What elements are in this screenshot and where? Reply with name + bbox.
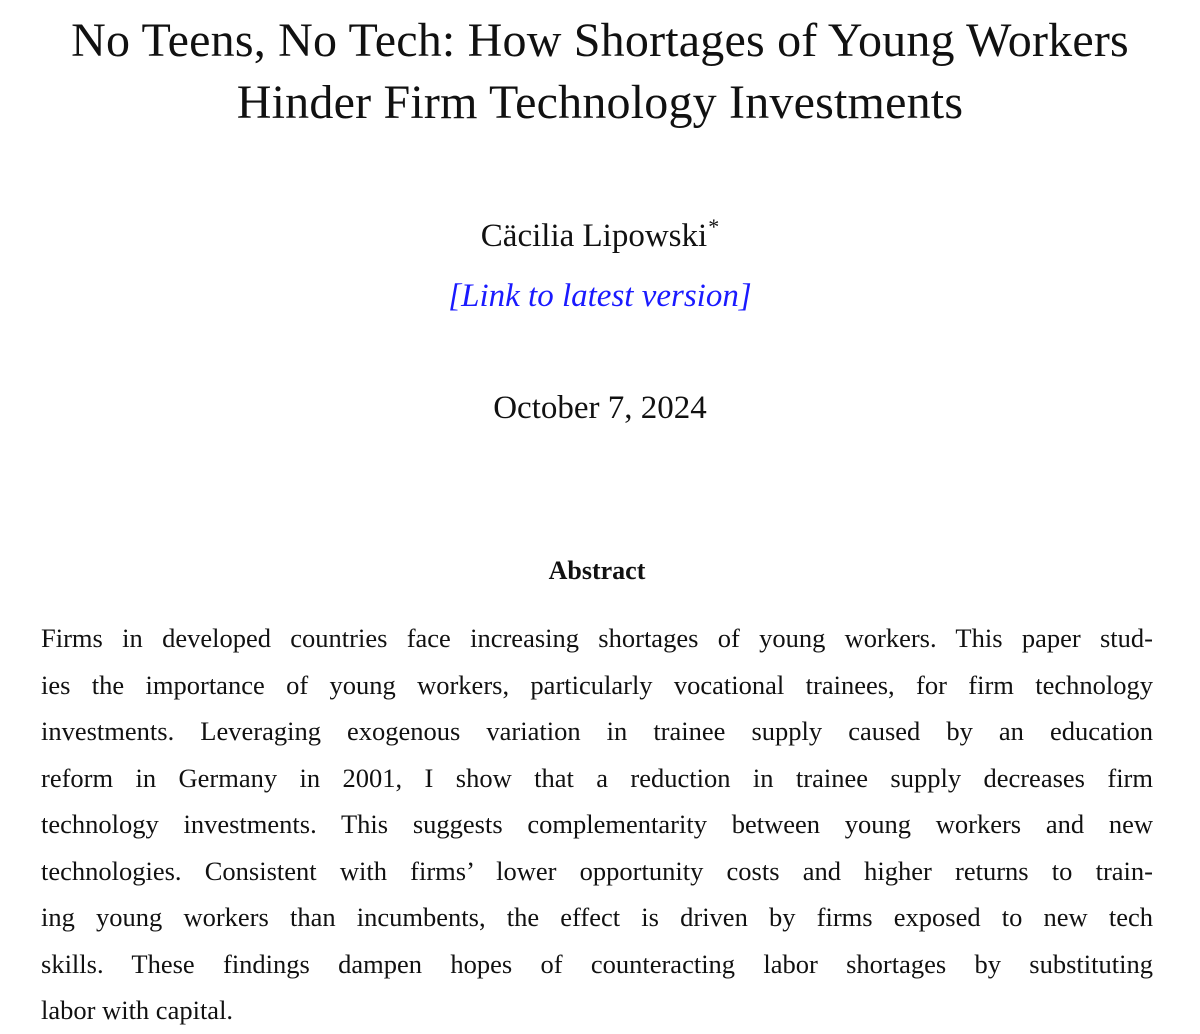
latest-version-link[interactable]: [Link to latest version] [448, 278, 752, 314]
abstract-line: ing young workers than incumbents, the effect is driven by firms exposed to new tech [41, 902, 1153, 932]
author-name: Cäcilia Lipowski [480, 218, 708, 254]
author-footnote-mark[interactable]: * [708, 214, 720, 239]
abstract-line: technologies. Consistent with firms’ lower opportunity costs and higher returns to train- [41, 855, 1153, 886]
abstract-line: labor with capital. [41, 995, 234, 1025]
abstract-heading: Abstract [548, 556, 646, 585]
latest-version-link-container [0, 276, 1200, 316]
abstract-line: technology investments. This suggests complementarity between young workers and new [41, 809, 1153, 839]
paper-title-line-1: No Teens, No Tech: How Shortages of Young Workers [71, 14, 1129, 67]
abstract-line: Firms in developed countries face increasing shortages of young workers. This paper stud- [41, 623, 1153, 653]
abstract-line: reform in Germany in 2001, I show that a reduction in trainee supply decreases firm [41, 762, 1153, 793]
abstract-line: skills. These findings dampen hopes of counteracting labor shortages by substituting [41, 948, 1153, 979]
abstract-line: ies the importance of young workers, particularly vocational trainees, for firm technology [41, 669, 1153, 700]
paper-title [0, 10, 1200, 134]
abstract-line: investments. Leveraging exogenous variation in trainee supply caused by an education [41, 716, 1153, 746]
paper-date: October 7, 2024 [493, 390, 707, 426]
abstract-body [41, 615, 1153, 1034]
author [0, 216, 1200, 259]
paper-title-line-2: Hinder Firm Technology Investments [236, 76, 964, 129]
